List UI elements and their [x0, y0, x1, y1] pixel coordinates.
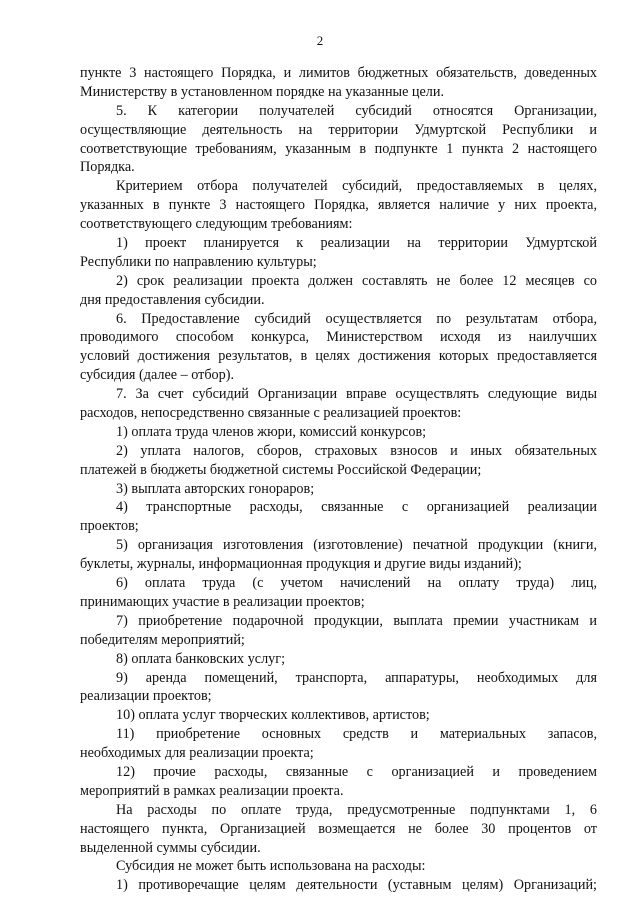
text-line: буклеты, журналы, информационная продукция и другие виды изданий); [80, 556, 522, 573]
text-line: 3) выплата авторских гонораров; [116, 480, 315, 497]
text-line: Субсидия не может быть использована на расходы: [116, 858, 426, 875]
text-line: 8) оплата банковских услуг; [116, 650, 286, 667]
text-line: субсидия (далее – отбор). [80, 367, 235, 384]
text-line: расходов, непосредственно связанные с реализацией проектов: [80, 405, 462, 422]
text-line: 1) проект планируется к реализации на территории Удмуртской [116, 235, 597, 252]
text-line: Министерству в установленном порядке на указанные цели. [80, 83, 445, 100]
text-line: На расходы по оплате труда, предусмотренные подпунктами 1, 6 [116, 801, 597, 818]
text-line: принимающих участие в реализации проектов; [80, 593, 365, 610]
text-line: условий достижения результатов, в целях достижения которых предоставляется [80, 348, 597, 365]
text-line: 1) противоречащие целям деятельности (уставным целям) Организаций; [116, 877, 597, 894]
text-line: 5) организация изготовления (изготовление) печатной продукции (книги, [116, 537, 597, 554]
text-line: проектов; [80, 518, 139, 535]
text-line: 4) транспортные расходы, связанные с организацией реализации [116, 499, 597, 516]
text-line: соответствующего следующим требованиям: [80, 216, 353, 233]
text-line: указанных в пункте 3 настоящего Порядка, является наличие у них проекта, [80, 197, 597, 214]
text-line: Порядка. [80, 159, 135, 176]
text-line: 7. За счет субсидий Организации вправе осуществлять следующие виды [116, 386, 597, 403]
text-line: Республики по направлению культуры; [80, 253, 317, 270]
text-line: 6. Предоставление субсидий осуществляется по результатам отбора, [116, 310, 597, 327]
text-line: Критерием отбора получателей субсидий, предоставляемых в целях, [116, 178, 597, 195]
text-line: 2) срок реализации проекта должен составлять не более 12 месяцев со [116, 272, 597, 289]
text-line: соответствующие требованиям, указанным в подпункте 1 пункта 2 настоящего [80, 140, 597, 157]
text-line: необходимых для реализации проекта; [80, 745, 314, 762]
text-line: реализации проектов; [80, 688, 212, 705]
text-line: 2) уплата налогов, сборов, страховых взносов и иных обязательных [116, 442, 597, 459]
text-line: проводимого способом конкурса, Министерством исходя из наилучших [80, 329, 597, 346]
text-line: 10) оплата услуг творческих коллективов, артистов; [116, 707, 430, 724]
text-line: 11) приобретение основных средств и материальных запасов, [116, 726, 597, 743]
text-line: 6) оплата труда (с учетом начислений на оплату труда) лиц, [116, 575, 597, 592]
text-line: платежей в бюджеты бюджетной системы Российской Федерации; [80, 461, 482, 478]
page-number: 2 [316, 33, 324, 48]
text-line: пункте 3 настоящего Порядка, и лимитов бюджетных обязательств, доведенных [80, 65, 597, 81]
text-line: 5. К категории получателей субсидий относятся Организации, [116, 102, 597, 119]
text-line: мероприятий в рамках реализации проекта. [80, 782, 344, 799]
text-line: 7) приобретение подарочной продукции, выплата премии участникам и [116, 612, 597, 629]
text-line: настоящего пункта, Организацией возмещается не более 30 процентов от [80, 820, 597, 837]
document-body [80, 64, 597, 895]
text-line: победителям мероприятий; [80, 631, 245, 648]
text-line: дня предоставления субсидии. [80, 291, 265, 308]
text-line: осуществляющие деятельность на территории Удмуртской Республики и [80, 121, 597, 138]
text-line: выделенной суммы субсидии. [80, 839, 261, 856]
text-line: 9) аренда помещений, транспорта, аппаратуры, необходимых для [116, 669, 597, 686]
text-line: 12) прочие расходы, связанные с организацией и проведением [116, 763, 597, 780]
text-line: 1) оплата труда членов жюри, комиссий конкурсов; [116, 423, 427, 440]
